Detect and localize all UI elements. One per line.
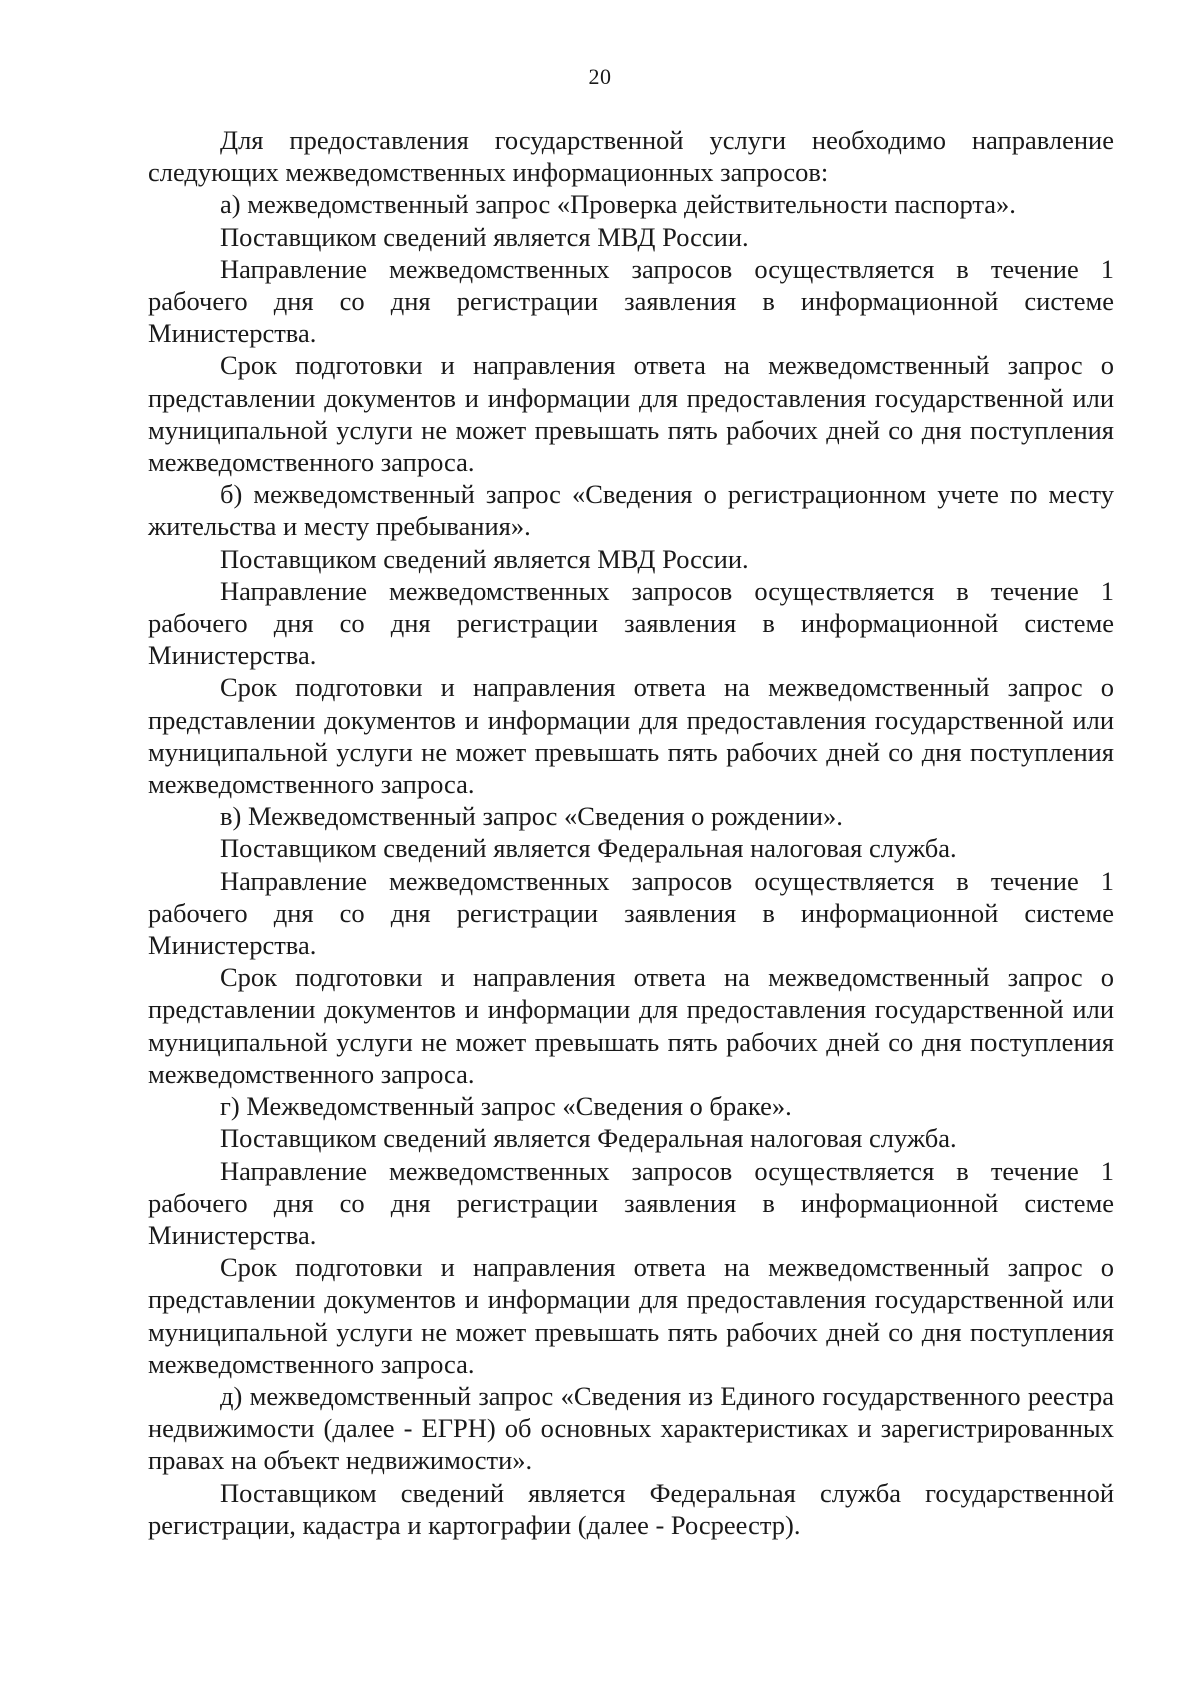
paragraph-request-b: б) межведомственный запрос «Сведения о регистрационном учете по месту жительства и месту пребывания». [148, 479, 1114, 542]
document-body [148, 124, 1114, 1541]
paragraph-request-a: а) межведомственный запрос «Проверка действительности паспорта». [220, 189, 1016, 220]
paragraph-timing-v: Направление межведомственных запросов осуществляется в течение 1 рабочего дня со дня регистрации заявления в информационной системе Министерства. [148, 865, 1114, 961]
paragraph-supplier-b: Поставщиком сведений является МВД России. [220, 543, 749, 574]
paragraph-deadline-v: Срок подготовки и направления ответа на межведомственный запрос о представлении документов и информации для предоставления государственной или муниципальной услуги не может превышать пять рабочих дней со дня поступления межведомственного запроса. [148, 962, 1114, 1089]
paragraph-supplier-v: Поставщиком сведений является Федеральная налоговая служба. [220, 833, 957, 864]
paragraph-deadline-g: Срок подготовки и направления ответа на межведомственный запрос о представлении документов и информации для предоставления государственной или муниципальной услуги не может превышать пять рабочих дней со дня поступления межведомственного запроса. [148, 1252, 1114, 1379]
paragraph-request-d: д) межведомственный запрос «Сведения из Единого государственного реестра недвижимости (далее - ЕГРН) об основных характеристиках и зарегистрированных правах на объект недвижимости». [148, 1380, 1114, 1476]
paragraph-deadline-a: Срок подготовки и направления ответа на межведомственный запрос о представлении документов и информации для предоставления государственной или муниципальной услуги не может превышать пять рабочих дней со дня поступления межведомственного запроса. [148, 350, 1114, 478]
paragraph-timing-g: Направление межведомственных запросов осуществляется в течение 1 рабочего дня со дня регистрации заявления в информационной системе Министерства. [148, 1155, 1114, 1250]
paragraph-supplier-a: Поставщиком сведений является МВД России. [220, 221, 749, 252]
paragraph-deadline-b: Срок подготовки и направления ответа на межведомственный запрос о представлении документов и информации для предоставления государственной или муниципальной услуги не может превышать пять рабочих дней со дня поступления межведомственного запроса. [148, 672, 1114, 800]
paragraph-request-g: г) Межведомственный запрос «Сведения о браке». [220, 1091, 792, 1122]
paragraph-timing-a: Направление межведомственных запросов осуществляется в течение 1 рабочего дня со дня регистрации заявления в информационной системе Министерства. [148, 253, 1114, 349]
paragraph-supplier-g: Поставщиком сведений является Федеральная налоговая служба. [220, 1123, 957, 1154]
paragraph-request-v: в) Межведомственный запрос «Сведения о рождении». [220, 801, 843, 832]
paragraph-timing-b: Направление межведомственных запросов осуществляется в течение 1 рабочего дня со дня регистрации заявления в информационной системе Министерства. [148, 575, 1114, 671]
paragraph-supplier-d: Поставщиком сведений является Федеральная служба государственной регистрации, кадастра и картографии (далее - Росреестр). [148, 1477, 1114, 1540]
page-number: 20 [588, 64, 612, 89]
paragraph-intro: Для предоставления государственной услуги необходимо направление следующих межведомственных информационных запросов: [148, 125, 1114, 188]
